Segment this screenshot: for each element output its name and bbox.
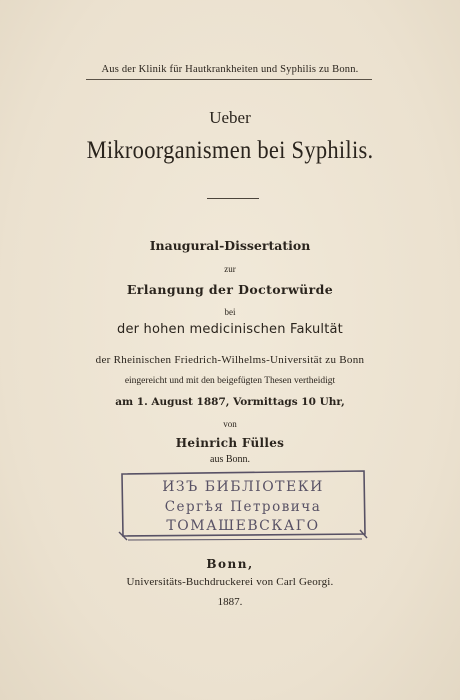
zur-text: zur xyxy=(224,264,236,274)
imprint-place: Bonn, xyxy=(206,557,254,571)
document-title: Mikroorganismen bei Syphilis. xyxy=(86,137,374,164)
stamp-line-1: ИЗЪ БИБЛIОТЕКИ xyxy=(162,479,324,495)
author-origin: aus Bonn. xyxy=(210,454,250,465)
dissertation-type: Inaugural-Dissertation xyxy=(149,238,311,253)
faculty-text: der hohen medicinischen Fakultät xyxy=(117,322,343,337)
pre-title: Ueber xyxy=(209,108,251,127)
imprint-printer: Universitäts-Buchdruckerei von Carl Georgi. xyxy=(126,576,334,588)
clinic-header: Aus der Klinik für Hautkrankheiten und Syphilis zu Bonn. xyxy=(101,64,359,75)
bei-text: bei xyxy=(224,307,236,317)
author-name: Heinrich Fülles xyxy=(175,436,285,450)
stamp-line-3: ТОМАШЕВСКАГО xyxy=(166,518,320,534)
library-stamp xyxy=(118,470,368,540)
submission-text: eingereicht und mit den beigefügten Thesen vertheidigt xyxy=(124,376,336,386)
purpose-text: Erlangung der Doctorwürde xyxy=(126,282,334,297)
header-rule xyxy=(86,79,372,80)
imprint-year: 1887. xyxy=(217,596,243,608)
defense-date: am 1. August 1887, Vormittags 10 Uhr, xyxy=(115,396,345,408)
title-divider xyxy=(207,198,259,199)
university-text: der Rheinischen Friedrich-Wilhelms-Universität zu Bonn xyxy=(95,354,365,366)
von-text: von xyxy=(223,419,237,429)
stamp-line-2: Сергѣя Петровича xyxy=(164,499,322,515)
